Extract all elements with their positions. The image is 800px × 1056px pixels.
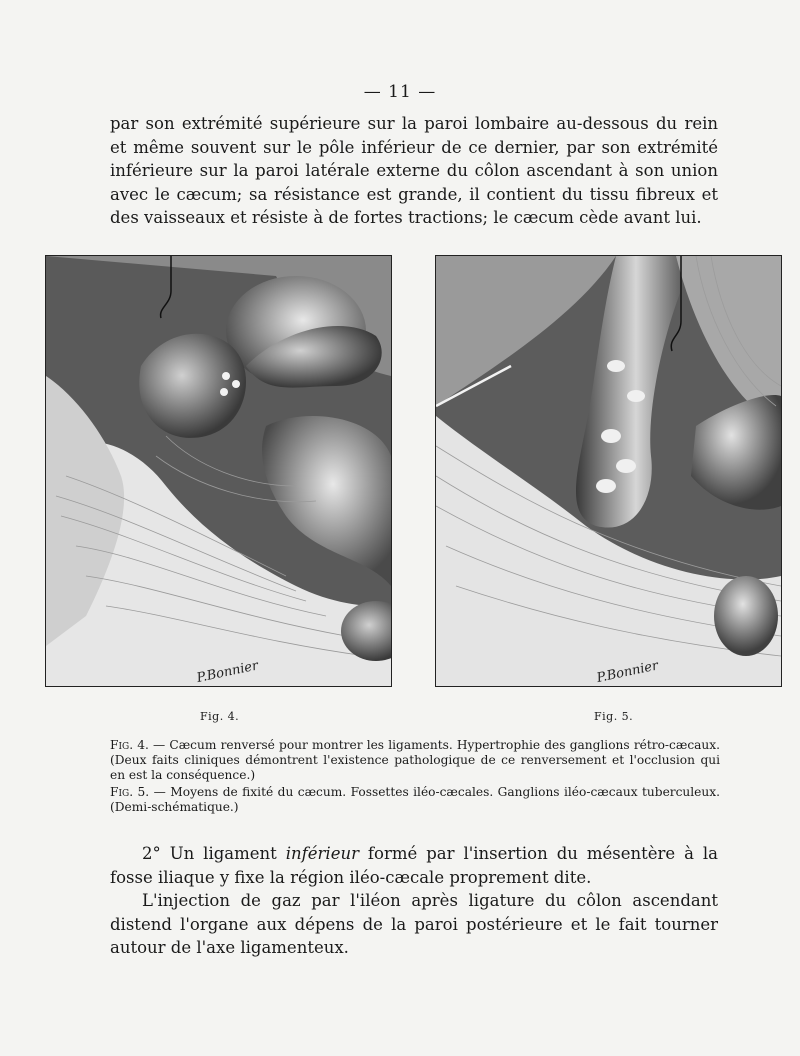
figure-4-label: Fig. 4. [200, 710, 240, 723]
paragraph-1-text: par son extrémité supérieure sur la paroi lombaire au-dessous du rein et même souvent sur le pôle inférieur de ce dernier, par son extrémité inférieure sur la paroi latérale externe du côlon ascendant à son union avec le cæcum; sa résistance est grande, il contient du tissu fibreux et des vaisseaux et résiste à de fortes tractions; le cæcum cède avant lui. [110, 114, 718, 227]
figure-5-caption-text: — Moyens de fixité du cæcum. Fossettes iléo-cæcales. Ganglions iléo-cæcaux tuberculeux. (Demi-schématique.) [110, 785, 720, 814]
figure-4-caption-text: — Cæcum renversé pour montrer les ligaments. Hypertrophie des ganglions rétro-cæcaux. (Deux faits cliniques démontrent l'existence pathologique de ce renversement et l'occlusion qui en est la conséquence.) [110, 738, 721, 782]
paragraph-2a-emphasis: inférieur [285, 844, 359, 863]
figure-4-caption [110, 738, 720, 783]
figure-4-illustration [45, 255, 392, 687]
paragraph-2a-pre: 2° Un ligament [142, 844, 286, 863]
figure-5-signature: P.Bonnier [595, 658, 660, 686]
figure-4-caption-ref: Fig. 4. [110, 738, 149, 752]
figure-5-label: Fig. 5. [594, 710, 634, 723]
figure-4-drawing [46, 256, 391, 686]
paragraph-2a-post: formé par l'insertion du mésentère à la fosse iliaque y fixe la région iléo-cæcale proprement dite. [110, 844, 718, 887]
figure-5-drawing [436, 256, 781, 686]
paragraph-2a [110, 842, 718, 889]
paragraph-2b: L'injection de gaz par l'iléon après ligature du côlon ascendant distend l'organe aux dépens de la paroi postérieure et le fait tourner autour de l'axe ligamenteux. [110, 891, 718, 957]
figure-4-signature: P.Bonnier [195, 658, 260, 686]
figure-5-caption [110, 785, 720, 815]
figure-5-illustration [435, 255, 782, 687]
body-paragraph-2 [110, 842, 718, 960]
figure-5-caption-ref: Fig. 5. [110, 785, 150, 799]
page-number: — 11 — [363, 82, 437, 102]
body-paragraph-1 [110, 112, 718, 230]
